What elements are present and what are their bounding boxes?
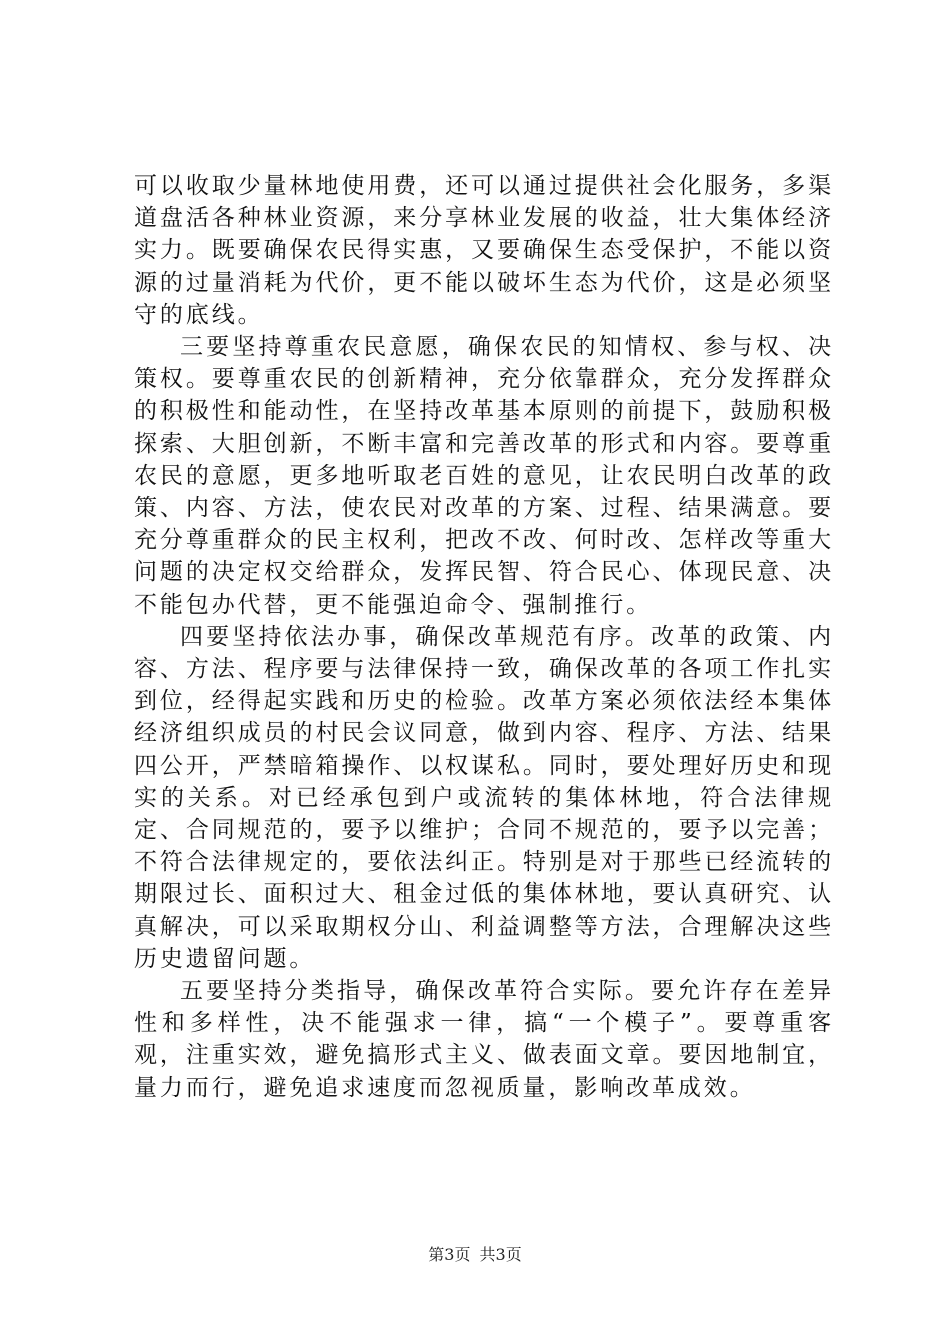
paragraph-point-four: 四要坚持依法办事，确保改革规范有序。改革的政策、内容、方法、程序要与法律保持一致，确保改革的各项工作扎实到位，经得起实践和历史的检验。改革方案必须依法经本集体经济组织成员的村民会议同意，做到内容、程序、方法、结果四公开，严禁暗箱操作、以权谋私。同时，要处理好历史和现实的关系。对已经承包到户或流转的集体林地，符合法律规定、合同规范的，要予以维护；合同不规范的，要予以完善；不符合法律规定的，要依法纠正。特别是对于那些已经流转的期限过长、面积过大、租金过低的集体林地，要认真研究、认真解决，可以采取期权分山、利益调整等方法，合理解决这些历史遗留问题。 [134, 623, 834, 972]
paragraph-continued: 可以收取少量林地使用费，还可以通过提供社会化服务，多渠道盘活各种林业资源，来分享林业发展的收益，壮大集体经济实力。既要确保农民得实惠，又要确保生态受保护，不能以资源的过量消耗为代价，更不能以破坏生态为代价，这是必须坚守的底线。 [134, 173, 834, 328]
page-total: 共3页 [479, 1245, 522, 1264]
document-body [134, 170, 834, 1104]
page-footer [0, 1245, 950, 1265]
page-number: 第3页 [428, 1245, 471, 1264]
paragraph-point-five: 五要坚持分类指导，确保改革符合实际。要允许存在差异性和多样性，决不能强求一律，搞“一个模子”。要尊重客观，注重实效，避免搞形式主义、做表面文章。要因地制宜，量力而行，避免追求速度而忽视质量，影响改革成效。 [134, 978, 834, 1101]
paragraph-point-three: 三要坚持尊重农民意愿，确保农民的知情权、参与权、决策权。要尊重农民的创新精神，充分依靠群众，充分发挥群众的积极性和能动性，在坚持改革基本原则的前提下，鼓励积极探索、大胆创新，不断丰富和完善改革的形式和内容。要尊重农民的意愿，更多地听取老百姓的意见，让农民明白改革的政策、内容、方法，使农民对改革的方案、过程、结果满意。要充分尊重群众的民主权利，把改不改、何时改、怎样改等重大问题的决定权交给群众，发挥民智、符合民心、体现民意、决不能包办代替，更不能强迫命令、强制推行。 [134, 334, 834, 618]
